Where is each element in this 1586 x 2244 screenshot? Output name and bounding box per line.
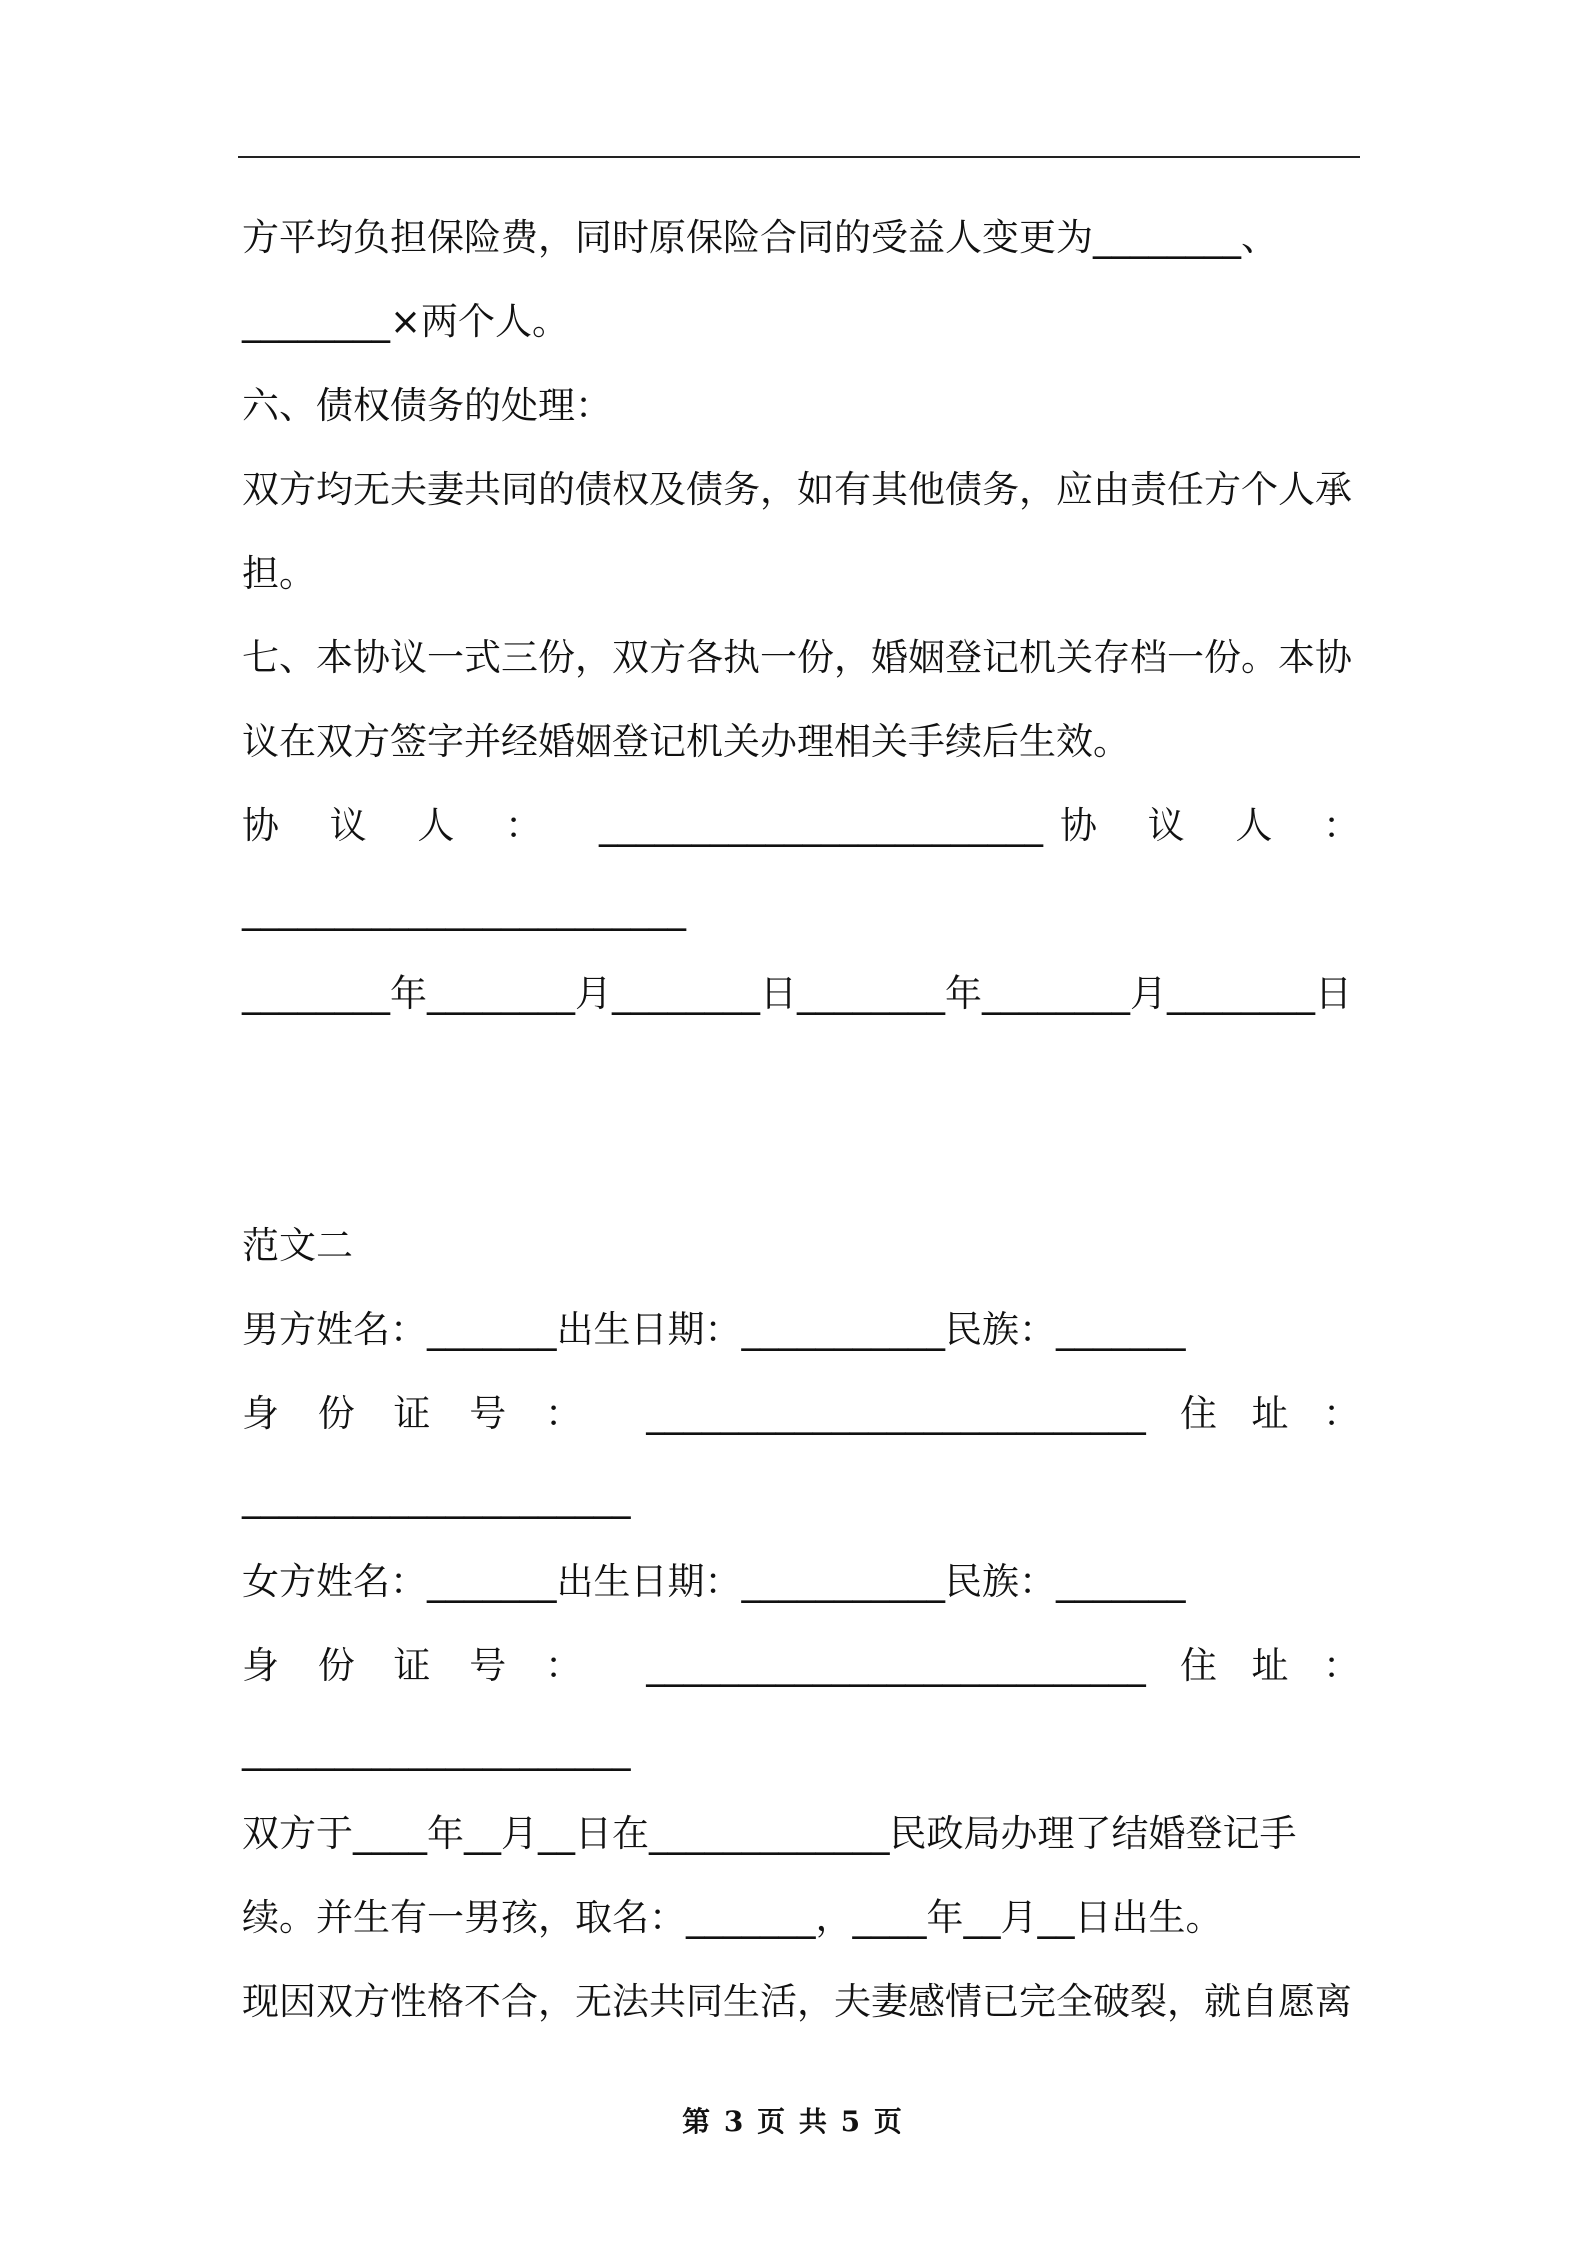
male-id-line (242, 1372, 1360, 1456)
id-blank: ___________________________ (646, 1392, 1146, 1435)
document-body (242, 196, 1360, 2044)
text-line: 双方均无夫妻共同的债权及债务，如有其他债务，应由责任方个人承 (242, 468, 1352, 511)
signature-blank-2: ________________________ (242, 888, 686, 931)
id-blank: ___________________________ (646, 1644, 1146, 1687)
signature-blank: ________________________ (599, 804, 1043, 847)
date-line: ________年________月________日________年________月________日 (242, 972, 1352, 1015)
signature-line (242, 784, 1360, 868)
female-address-blank: _____________________ (242, 1728, 631, 1771)
male-info-line: 男方姓名：_______出生日期：___________民族：_______ (242, 1308, 1186, 1351)
spacer (242, 1036, 1360, 1204)
text-line: 现因双方性格不合，无法共同生活，夫妻感情已完全破裂，就自愿离 (242, 1980, 1352, 2023)
signature-label-left: 协 议 人 ： (242, 804, 542, 847)
female-info-line: 女方姓名：_______出生日期：___________民族：_______ (242, 1560, 1186, 1603)
text-line: 七、本协议一式三份，双方各执一份，婚姻登记机关存档一份。本协 (242, 636, 1352, 679)
header-rule (238, 156, 1360, 158)
male-address-blank: _____________________ (242, 1476, 631, 1519)
text-line: 双方于____年__月__日在_____________民政局办理了结婚登记手 (242, 1812, 1297, 1855)
address-label: 住 址 ： (1180, 1644, 1360, 1687)
id-label: 身 份 证 号 ： (242, 1644, 582, 1687)
female-id-line (242, 1624, 1360, 1708)
signature-label-right: 协 议 人 ： (1060, 804, 1360, 847)
id-label: 身 份 证 号 ： (242, 1392, 582, 1435)
section-title: 范文二 (242, 1224, 353, 1267)
text-line: ________×两个人。 (242, 300, 570, 343)
page-number-footer: 第 3 页 共 5 页 (682, 2105, 904, 2138)
text-line: 六、债权债务的处理： (242, 384, 612, 427)
text-line: 方平均负担保险费，同时原保险合同的受益人变更为________、 (242, 216, 1278, 259)
text-line: 担。 (242, 552, 316, 595)
address-label: 住 址 ： (1180, 1392, 1360, 1435)
text-line: 续。并生有一男孩，取名：_______，____年__月__日出生。 (242, 1896, 1223, 1939)
text-line: 议在双方签字并经婚姻登记机关办理相关手续后生效。 (242, 720, 1130, 763)
